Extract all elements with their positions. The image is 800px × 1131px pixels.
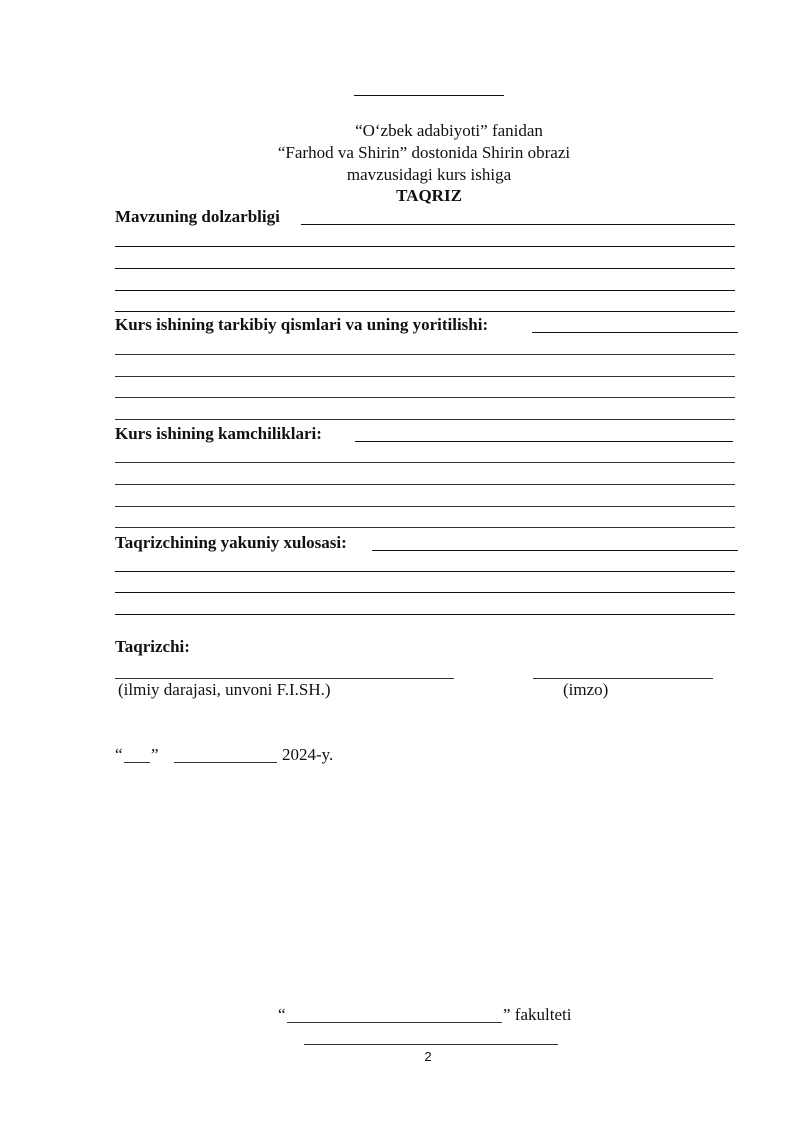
structure-heading: Kurs ishining tarkibiy qismlari va uning yoritilishi:: [115, 315, 489, 334]
date-close-quote: ”: [151, 745, 159, 764]
conclusion-line-1[interactable]: [115, 571, 735, 572]
page-number: 2: [424, 1049, 432, 1064]
relevance-line-3[interactable]: [115, 290, 735, 291]
conclusion-heading-line[interactable]: [372, 550, 738, 551]
topic-line: “Farhod va Shirin” dostonida Shirin obrazi: [277, 143, 571, 162]
relevance-line-1[interactable]: [115, 246, 735, 247]
relevance-heading: Mavzuning dolzarbligi: [115, 207, 280, 226]
reviewer-label: Taqrizchi:: [115, 637, 190, 656]
shortcomings-heading: Kurs ishining kamchiliklari:: [115, 424, 322, 443]
faculty-suffix: ” fakulteti: [503, 1005, 572, 1024]
footer-separator-line: [304, 1044, 558, 1045]
faculty-name-blank[interactable]: [287, 1022, 502, 1023]
shortcomings-line-3[interactable]: [115, 506, 735, 507]
structure-line-2[interactable]: [115, 376, 735, 377]
document-title: TAQRIZ: [396, 186, 462, 205]
reviewer-name-line[interactable]: [115, 678, 454, 679]
relevance-line-2[interactable]: [115, 268, 735, 269]
structure-heading-line[interactable]: [532, 332, 738, 333]
subject-line: “O‘zbek adabiyoti” fanidan: [355, 121, 543, 140]
date-month-blank[interactable]: [174, 762, 277, 763]
structure-line-4[interactable]: [115, 419, 735, 420]
date-year: 2024-y.: [282, 745, 334, 764]
conclusion-line-2[interactable]: [115, 592, 735, 593]
reviewer-signature-line[interactable]: [533, 678, 713, 679]
conclusion-line-3[interactable]: [115, 614, 735, 615]
topic-suffix-line: mavzusidagi kurs ishiga: [346, 165, 512, 184]
shortcomings-line-1[interactable]: [115, 462, 735, 463]
shortcomings-heading-line[interactable]: [355, 441, 733, 442]
structure-line-1[interactable]: [115, 354, 735, 355]
faculty-open-quote: “: [278, 1005, 286, 1024]
relevance-heading-line[interactable]: [301, 224, 735, 225]
conclusion-heading: Taqrizchining yakuniy xulosasi:: [115, 533, 347, 552]
relevance-line-4[interactable]: [115, 311, 735, 312]
reviewer-signature-caption: (imzo): [563, 680, 609, 699]
shortcomings-line-4[interactable]: [115, 527, 735, 528]
shortcomings-line-2[interactable]: [115, 484, 735, 485]
top-blank-line: [354, 95, 504, 96]
reviewer-name-caption: (ilmiy darajasi, unvoni F.I.SH.): [118, 680, 331, 699]
date-day-blank[interactable]: [124, 762, 150, 763]
structure-line-3[interactable]: [115, 397, 735, 398]
date-open-quote: “: [115, 745, 123, 764]
